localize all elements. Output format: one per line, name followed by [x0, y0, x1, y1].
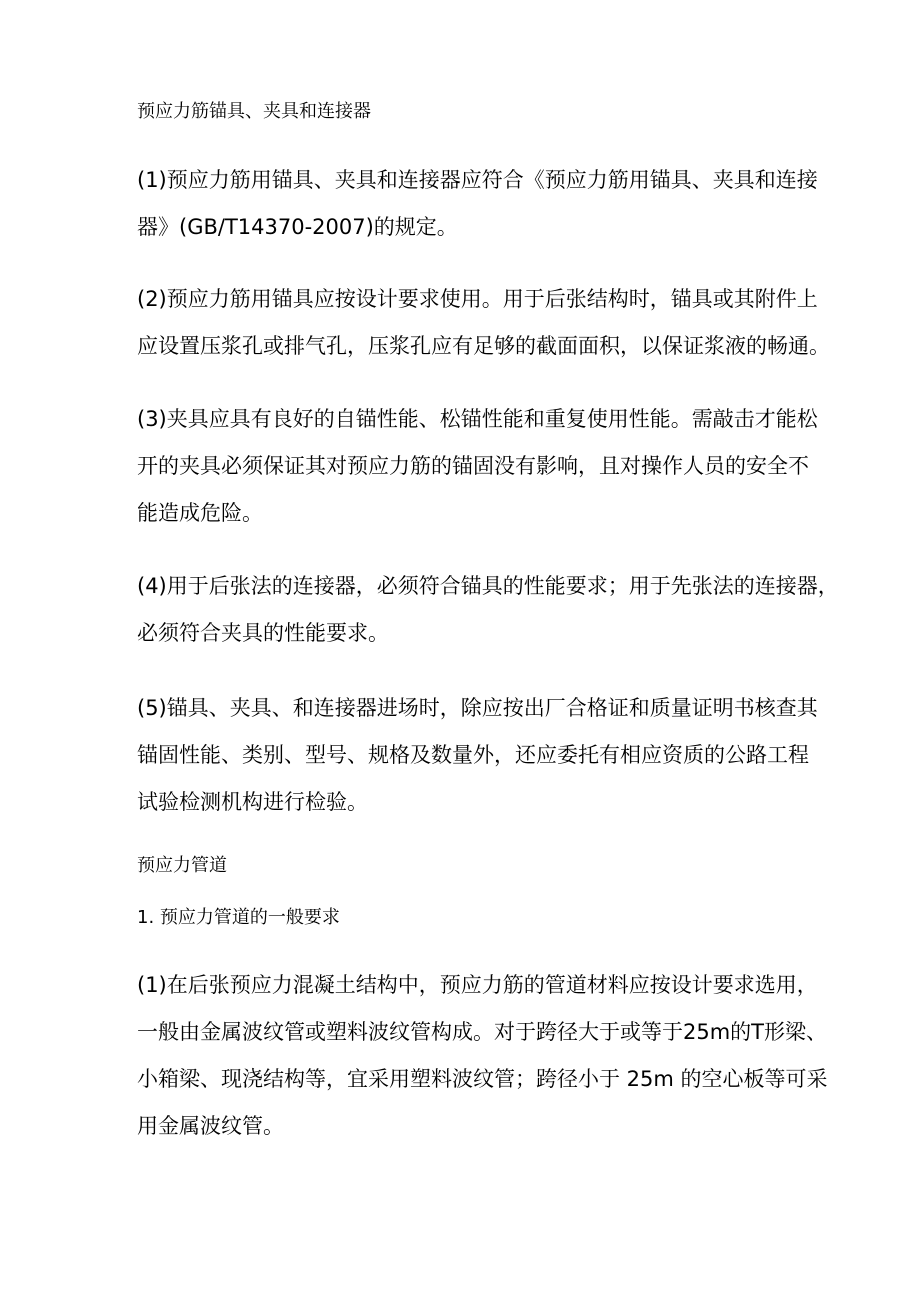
paragraph-6 [137, 962, 828, 1150]
paragraph-line: 应设置压浆孔或排气孔，压浆孔应有足够的截面面积，以保证浆液的畅通。 [137, 334, 830, 358]
paragraph-line: 必须符合夹具的性能要求。 [137, 621, 389, 645]
paragraph-line: (5)锚具、夹具、和连接器进场时，除应按出厂合格证和质量证明书核查其 [137, 696, 818, 720]
section-title-ducts: 预应力管道 [137, 855, 227, 876]
paragraph-line: 一般由金属波纹管或塑料波纹管构成。对于跨径大于或等于25m的T形梁、 [137, 1020, 828, 1044]
paragraph-5 [137, 685, 818, 826]
paragraph-line: 锚固性能、类别、型号、规格及数量外，还应委托有相应资质的公路工程 [137, 743, 809, 767]
paragraph-line: 开的夹具必须保证其对预应力筋的锚固没有影响，且对操作人员的安全不 [137, 454, 809, 478]
paragraph-line: (1)在后张预应力混凝土结构中，预应力筋的管道材料应按设计要求选用， [137, 973, 818, 997]
paragraph-line: (2)预应力筋用锚具应按设计要求使用。用于后张结构时，锚具或其附件上 [137, 287, 818, 311]
paragraph-line: (1)预应力筋用锚具、夹具和连接器应符合《预应力筋用锚具、夹具和连接 [137, 168, 818, 192]
paragraph-line: 器》(GB/T14370-2007)的规定。 [137, 215, 458, 239]
paragraph-4 [137, 563, 839, 657]
paragraph-3 [137, 396, 818, 537]
paragraph-line: (3)夹具应具有良好的自锚性能、松锚性能和重复使用性能。需敲击才能松 [137, 407, 818, 431]
paragraph-line: 小箱梁、现浇结构等，宜采用塑料波纹管；跨径小于 25m 的空心板等可采 [137, 1067, 828, 1091]
paragraph-line: 能造成危险。 [137, 501, 263, 525]
paragraph-2 [137, 276, 830, 370]
subsection-title-general-requirements: 1. 预应力管道的一般要求 [137, 907, 340, 928]
paragraph-line: 试验检测机构进行检验。 [137, 790, 368, 814]
paragraph-line: 用金属波纹管。 [137, 1114, 284, 1138]
paragraph-line: (4)用于后张法的连接器，必须符合锚具的性能要求；用于先张法的连接器， [137, 574, 839, 598]
section-title-anchors: 预应力筋锚具、夹具和连接器 [137, 101, 371, 122]
paragraph-1 [137, 157, 818, 251]
